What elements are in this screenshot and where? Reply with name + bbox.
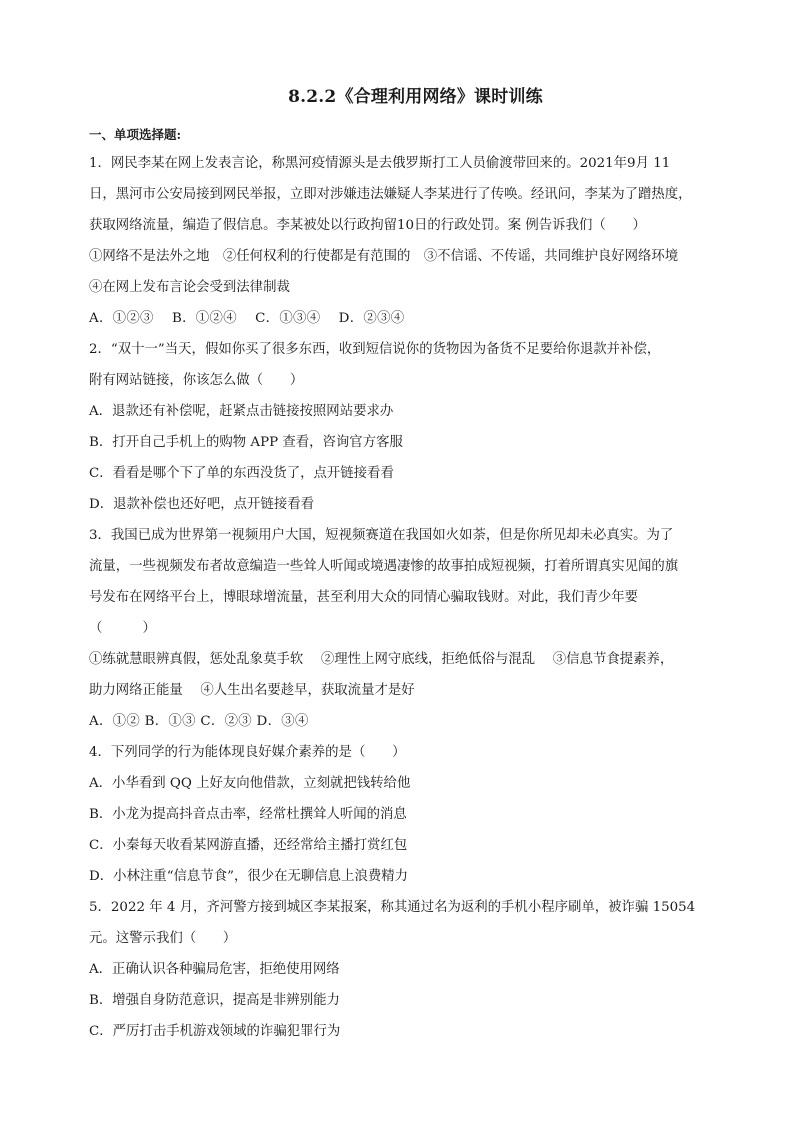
answer-option-c: C．看看是哪个下了单的东西没货了，点开链接看看 bbox=[89, 466, 394, 481]
answer-options: A．①② B．①③ C．②③ D．③④ bbox=[89, 714, 309, 729]
question-4 bbox=[89, 737, 724, 892]
section-heading: 一、单项选择题: bbox=[89, 127, 182, 142]
question-stem-line: ①练就慧眼辨真假，惩处乱象莫手软 ②理性上网守底线，拒绝低俗与混乱 ③信息节食提素养， bbox=[89, 652, 674, 667]
question-stem-line: 5．2022 年 4 月，齐河警方接到城区李某报案，称其通过名为返利的手机小程序刷单，被诈骗 15054 bbox=[89, 900, 696, 915]
question-stem-line: ①网络不是法外之地 ②任何权利的行使都是有范围的 ③不信谣、不传谣，共同维护良好网络环境 bbox=[89, 249, 679, 264]
answer-option-b: B．增强自身防范意识，提高是非辨别能力 bbox=[89, 993, 340, 1008]
page-title: 8.2.2《合理利用网络》课时训练 bbox=[288, 87, 543, 107]
question-2 bbox=[89, 334, 724, 520]
answer-option-c: C．严厉打击手机游戏领域的诈骗犯罪行为 bbox=[89, 1024, 341, 1039]
answer-option-d: D．退款补偿也还好吧，点开链接看看 bbox=[89, 497, 314, 512]
question-stem-line: 日，黑河市公安局接到网民举报，立即对涉嫌违法嫌疑人李某进行了传唤。经讯问，李某为了蹭热度， bbox=[89, 187, 692, 202]
question-stem-line: 助力网络正能量 ④人生出名要趁早，获取流量才是好 bbox=[89, 683, 415, 698]
question-stem-line: 3．我国已成为世界第一视频用户大国，短视频赛道在我国如火如荼，但是你所见却未必真实。为了 bbox=[89, 528, 674, 543]
answer-option-b: B．小龙为提高抖音点击率，经常杜撰耸人听闻的消息 bbox=[89, 807, 407, 822]
question-stem-line: 号发布在网络平台上，博眼球增流量，甚至利用大众的同情心骗取钱财。对此，我们青少年要 bbox=[89, 590, 639, 605]
question-stem-line: 2．“双十一”当天，假如你买了很多东西，收到短信说你的货物因为备货不足要给你退款并补偿， bbox=[89, 342, 661, 357]
question-3 bbox=[89, 520, 724, 737]
question-stem-line: 流量，一些视频发布者故意编造一些耸人听闻或境遇凄惨的故事拍成短视频，打着所谓真实见闻的旗 bbox=[89, 559, 679, 574]
question-stem-line: 附有网站链接，你该怎么做（ ） bbox=[89, 373, 304, 388]
answer-option-d: D．小林注重“信息节食”，很少在无聊信息上浪费精力 bbox=[89, 869, 409, 884]
question-stem-line: （ ） bbox=[89, 621, 156, 636]
answer-option-c: C．小秦每天收看某网游直播，还经常给主播打赏红包 bbox=[89, 838, 408, 853]
question-stem-line: 1．网民李某在网上发表言论，称黑河疫情源头是去俄罗斯打工人员偷渡带回来的。2021年9月 11 bbox=[89, 156, 671, 171]
answer-option-b: B．打开自己手机上的购物 APP 查看，咨询官方客服 bbox=[89, 435, 403, 450]
answer-option-a: A．退款还有补偿呢，赶紧点击链接按照网站要求办 bbox=[89, 404, 394, 419]
question-stem-line: 获取网络流量，编造了假信息。李某被处以行政拘留10日的行政处罚。案 例告诉我们（ ） bbox=[89, 218, 646, 233]
question-stem-line: 4．下列同学的行为能体现良好媒介素养的是（ ） bbox=[89, 745, 406, 760]
answer-option-a: A．正确认识各种骗局危害，拒绝使用网络 bbox=[89, 962, 340, 977]
question-5 bbox=[89, 892, 724, 1047]
answer-option-a: A．小华看到 QQ 上好友向他借款，立刻就把钱转给他 bbox=[89, 776, 411, 791]
question-1 bbox=[89, 148, 724, 334]
question-stem-line: ④在网上发布言论会受到法律制裁 bbox=[89, 280, 290, 295]
answer-options: A．①②③ B．①②④ C．①③④ D．②③④ bbox=[89, 311, 405, 326]
question-stem-line: 元。这警示我们（ ） bbox=[89, 931, 237, 946]
